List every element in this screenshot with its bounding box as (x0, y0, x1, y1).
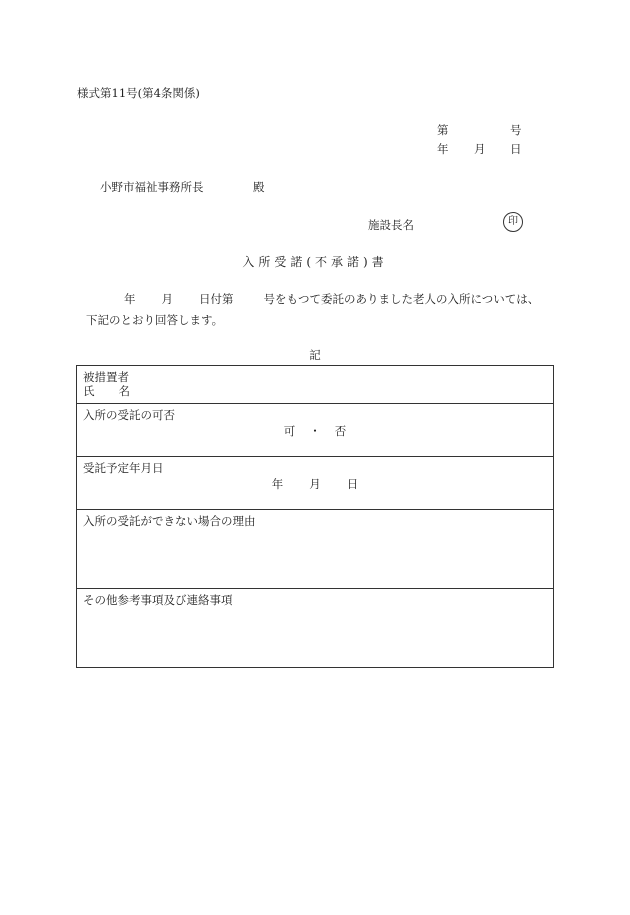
body-month: 月 (161, 292, 173, 306)
other-notes-row (77, 589, 554, 668)
person-cell[interactable] (77, 366, 554, 404)
scheduled-date-row (77, 457, 554, 510)
person-row (77, 366, 554, 404)
issue-date-month: 月 (474, 142, 486, 156)
other-notes-label: その他参考事項及び連絡事項 (83, 593, 233, 607)
sched-day: 日 (346, 477, 359, 491)
acceptance-cell[interactable] (77, 404, 554, 457)
document-number-suffix: 号 (510, 123, 522, 137)
acceptance-options (83, 424, 547, 438)
body-line-2: 下記のとおり回答します。 (86, 313, 224, 327)
acceptance-label: 入所の受託の可否 (83, 408, 175, 422)
document-number-prefix: 第 (437, 123, 449, 137)
body-dated: 日付第 (199, 292, 234, 306)
ki-heading: 記 (309, 348, 321, 362)
reason-row (77, 510, 554, 589)
acceptance-row (77, 404, 554, 457)
addressee-name: 小野市福祉事務所長 (100, 180, 204, 194)
issue-date-day: 日 (510, 142, 522, 156)
body-year: 年 (124, 292, 136, 306)
record-table (76, 365, 554, 668)
scheduled-date-label: 受託予定年月日 (83, 461, 164, 475)
reason-cell[interactable] (77, 510, 554, 589)
accept-no[interactable]: 否 (334, 424, 347, 438)
person-label: 被措置者 (83, 370, 129, 384)
document-title: 入所受諾(不承諾)書 (242, 255, 388, 269)
form-number: 様式第11号(第4条関係) (77, 86, 200, 100)
facility-head-label: 施設長名 (368, 218, 414, 232)
other-notes-cell[interactable] (77, 589, 554, 668)
name-label (83, 384, 547, 398)
name-label-2: 名 (118, 384, 130, 398)
name-label-1: 氏 (83, 384, 95, 398)
body-line-1 (124, 292, 539, 306)
scheduled-date-fields (83, 477, 547, 491)
scheduled-date-cell[interactable] (77, 457, 554, 510)
issue-date-year: 年 (437, 142, 449, 156)
sched-year: 年 (271, 477, 284, 491)
sched-month: 月 (309, 477, 321, 491)
accept-separator: ・ (309, 424, 321, 438)
addressee-honorific: 殿 (253, 180, 265, 194)
seal-mark: 印 (503, 212, 523, 232)
body-rest: 号をもつて委託のありました老人の入所については、 (263, 292, 540, 306)
accept-yes[interactable]: 可 (283, 424, 296, 438)
reason-label: 入所の受託ができない場合の理由 (83, 514, 256, 528)
